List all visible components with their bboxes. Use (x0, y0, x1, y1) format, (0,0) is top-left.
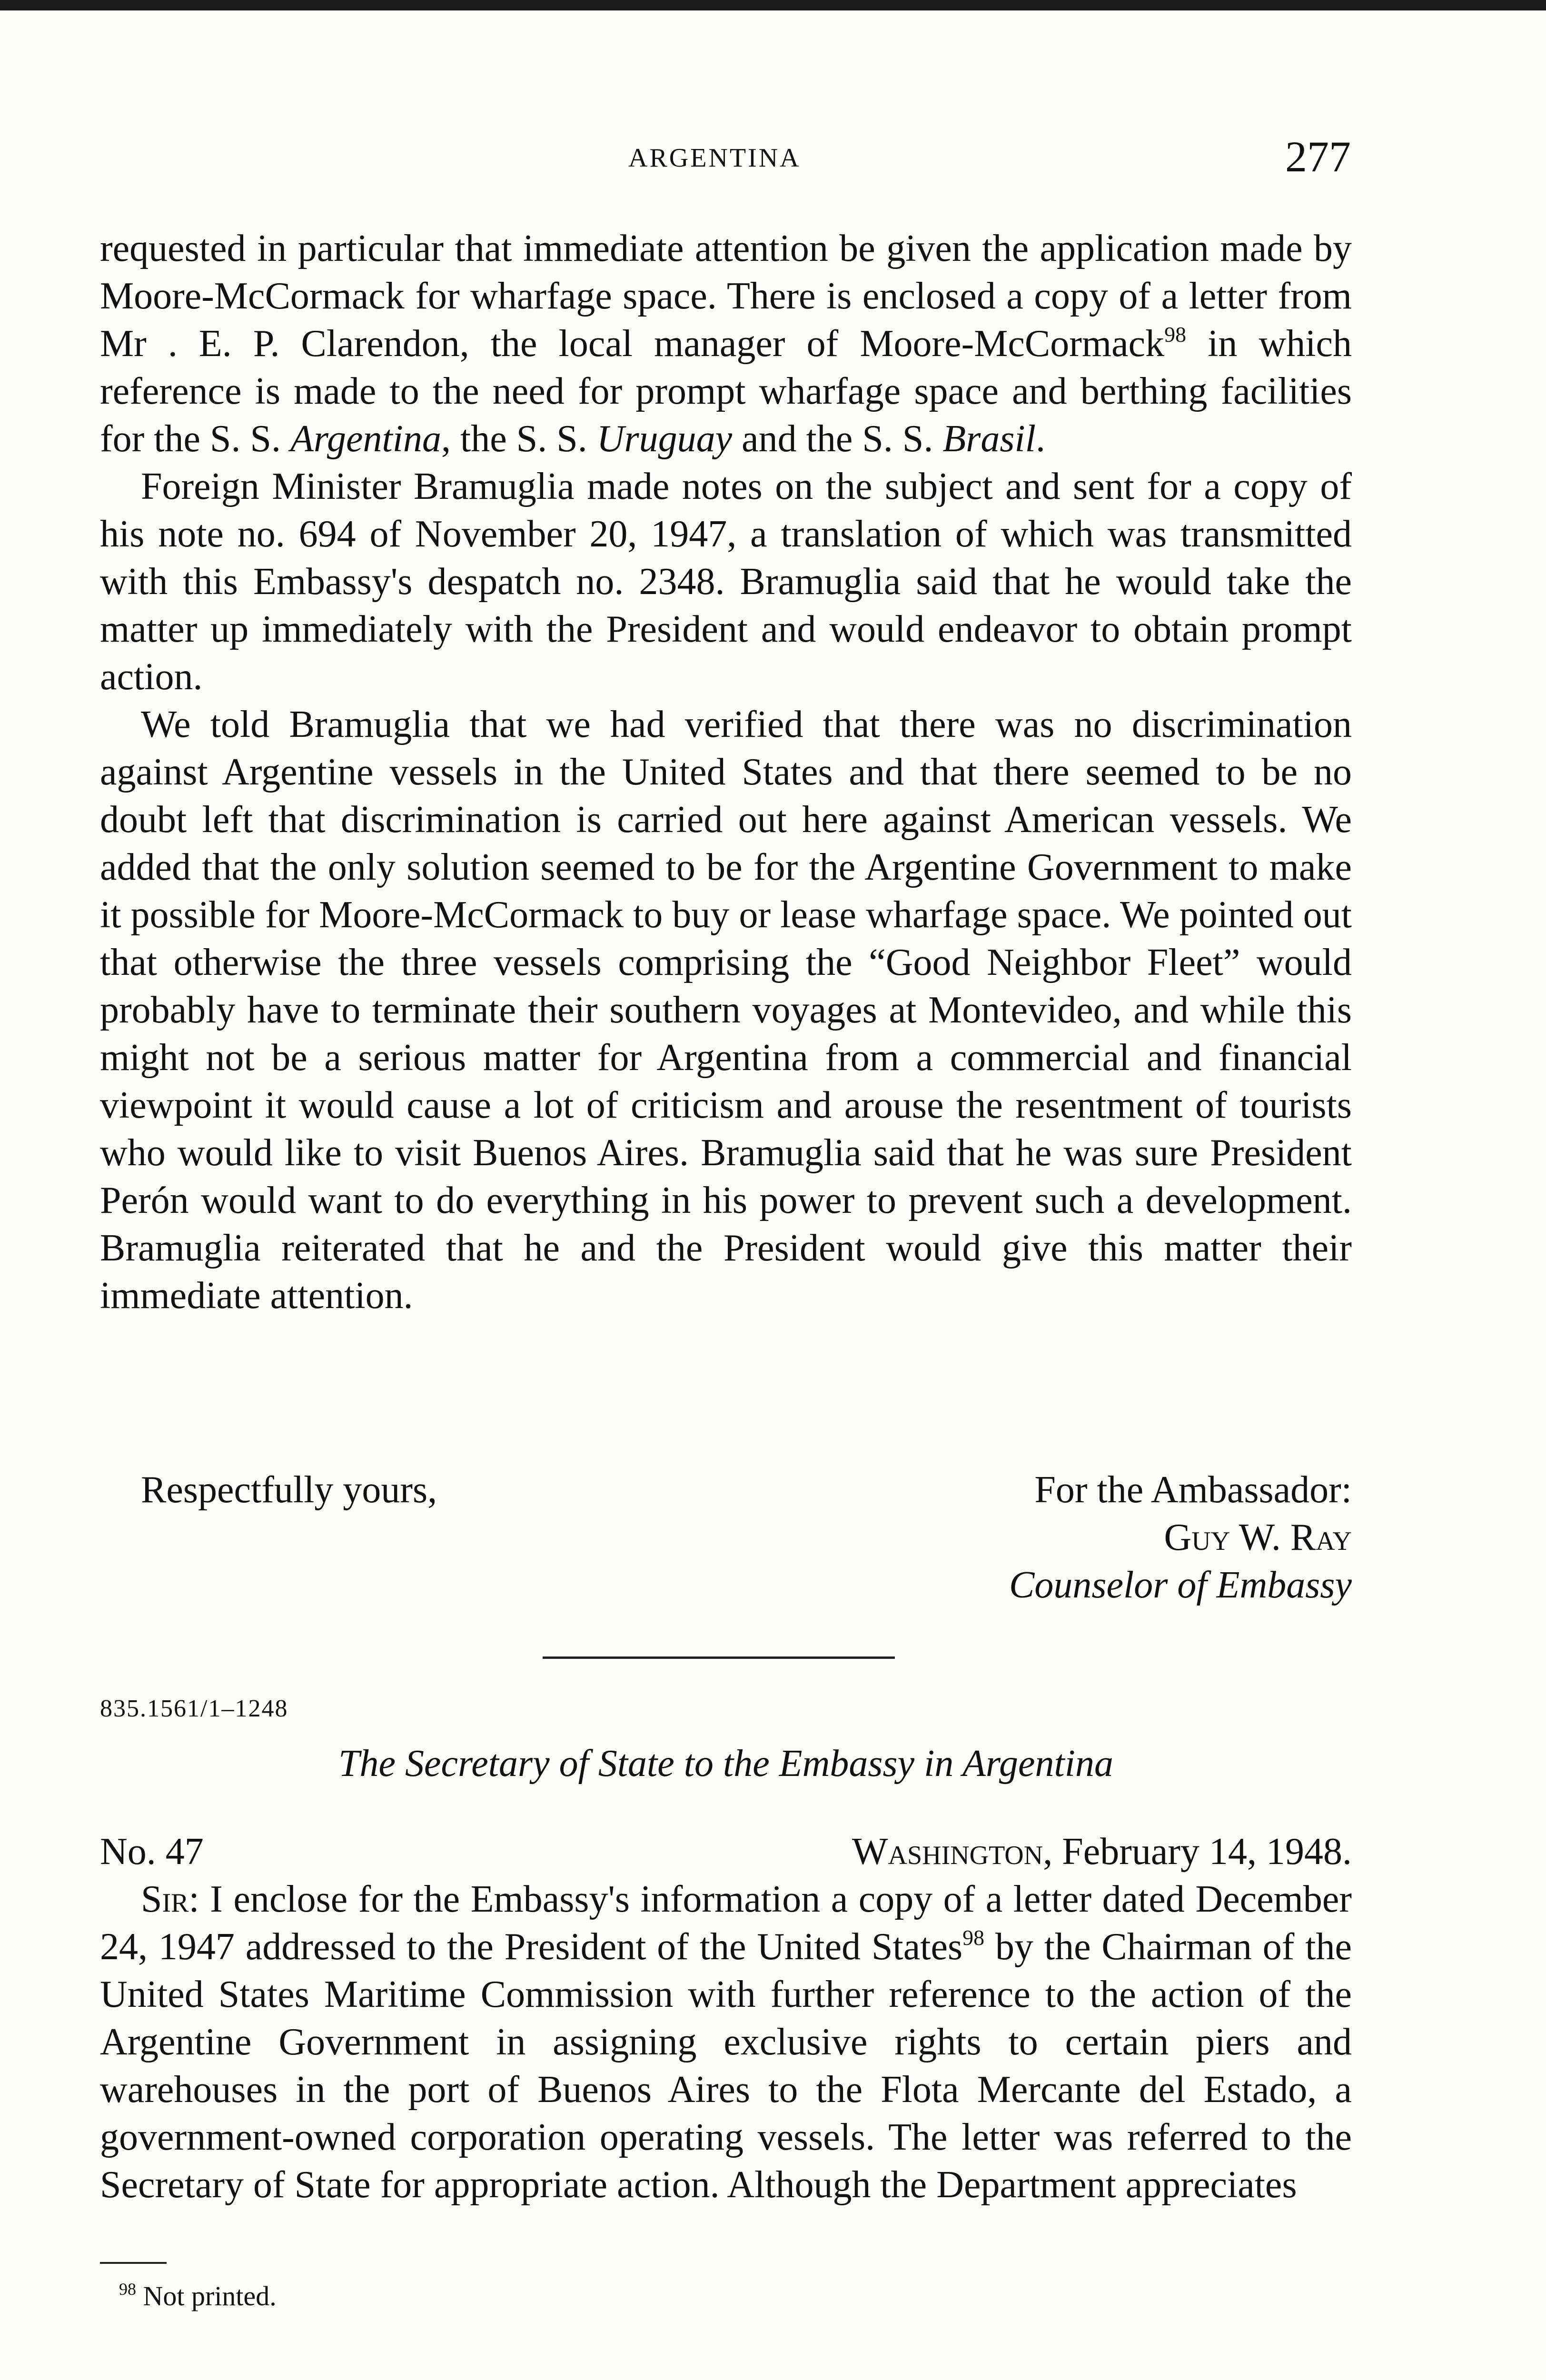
instruction-body (100, 1875, 1352, 2209)
footnote (119, 2280, 277, 2312)
paragraph-3: We told Bramuglia that we had verified that there was no discrimination against Argentine vessels in the United States and that there seemed to be no doubt left that discrimination is carried out here against American vessels. We added that the only solution seemed to be for the Argentine Government to make it possible for Moore-McCormack to buy or lease wharfage space. We pointed out that otherwise the three vessels comprising the “Good Neighbor Fleet” would probably have to terminate their southern voyages at Montevideo, and while this might not be a serious matter for Argentina from a commercial and financial viewpoint it would cause a lot of criticism and arouse the resentment of tourists who would like to visit Buenos Aires. Bramuglia said that he was sure President Perón would want to do everything in his power to prevent such a development. Bramuglia reiterated that he and the President would give this matter their immediate attention. (100, 704, 1352, 1317)
document-number: No. 47 (100, 1831, 204, 1873)
paragraph-1 (100, 225, 1352, 463)
paragraph-end: . (1035, 418, 1045, 460)
ship-name: Argentina (290, 418, 441, 460)
instruction-text-start: : I enclose for the Embassy's information a copy of a letter dated December 24, 1947 addressed to the President of the United States (100, 1878, 1352, 1968)
closing-line: Respectfully yours, (141, 1469, 437, 1511)
letter-body (100, 225, 1352, 1319)
page-top-border (0, 0, 1546, 10)
document-heading: The Secretary of State to the Embassy in Argentina (338, 1743, 1113, 1785)
separator-text: , the S. S. (441, 418, 597, 460)
signature-block (1009, 1466, 1352, 1609)
paragraph-1-continued: in which reference is made to the need for prompt wharfage space and berthing facilities for the S. S. (100, 323, 1352, 460)
ship-name: Brasil (942, 418, 1036, 460)
file-number: 835.1561/1–1248 (100, 1695, 288, 1722)
signatory-title: Counselor of Embassy (1009, 1564, 1352, 1606)
section-divider (543, 1656, 895, 1659)
paragraph-1-text: requested in particular that immediate attention be given the application made by Moore-McCormack for wharfage space. There is enclosed a copy of a letter from Mr . E. P. Clarendon, the local manager of Moore-McCormack (100, 228, 1352, 365)
separator-text: and the S. S. (732, 418, 943, 460)
dateline-date: , February 14, 1948. (1043, 1831, 1352, 1873)
instruction-text-rest: by the Chairman of the United States Maritime Commission with further reference to the action of the Argentine Government in assigning exclusive rights to certain piers and warehouses in the port of Buenos Aires to the Flota Mercante del Estado, a government-owned corporation operating vessels. The letter was referred to the Secretary of State for appropriate action. Although the Department appreciates (100, 1926, 1352, 2206)
signatory-name: Guy W. Ray (1164, 1517, 1352, 1558)
running-head: ARGENTINA (628, 143, 801, 173)
dateline (852, 1828, 1352, 1875)
ship-name: Uruguay (596, 418, 733, 460)
page-number: 277 (1285, 132, 1351, 181)
instruction-paragraph (100, 1875, 1352, 2209)
footnote-text: Not printed. (143, 2281, 277, 2311)
salutation: Sir (141, 1878, 189, 1920)
footnote-ref: 98 (962, 1925, 985, 1950)
footnote-marker: 98 (119, 2280, 136, 2299)
signature-line: For the Ambassador: (1034, 1469, 1352, 1511)
footnote-rule (100, 2262, 167, 2264)
paragraph-2: Foreign Minister Bramuglia made notes on the subject and sent for a copy of his note no. 694 of November 20, 1947, a translation of which was transmitted with this Embassy's despatch no. 2348. Bramuglia said that he would take the matter up immediately with the President and would endeavor to obtain prompt action. (100, 466, 1352, 698)
footnote-ref: 98 (1164, 322, 1187, 347)
dateline-place: Washington (852, 1831, 1043, 1873)
